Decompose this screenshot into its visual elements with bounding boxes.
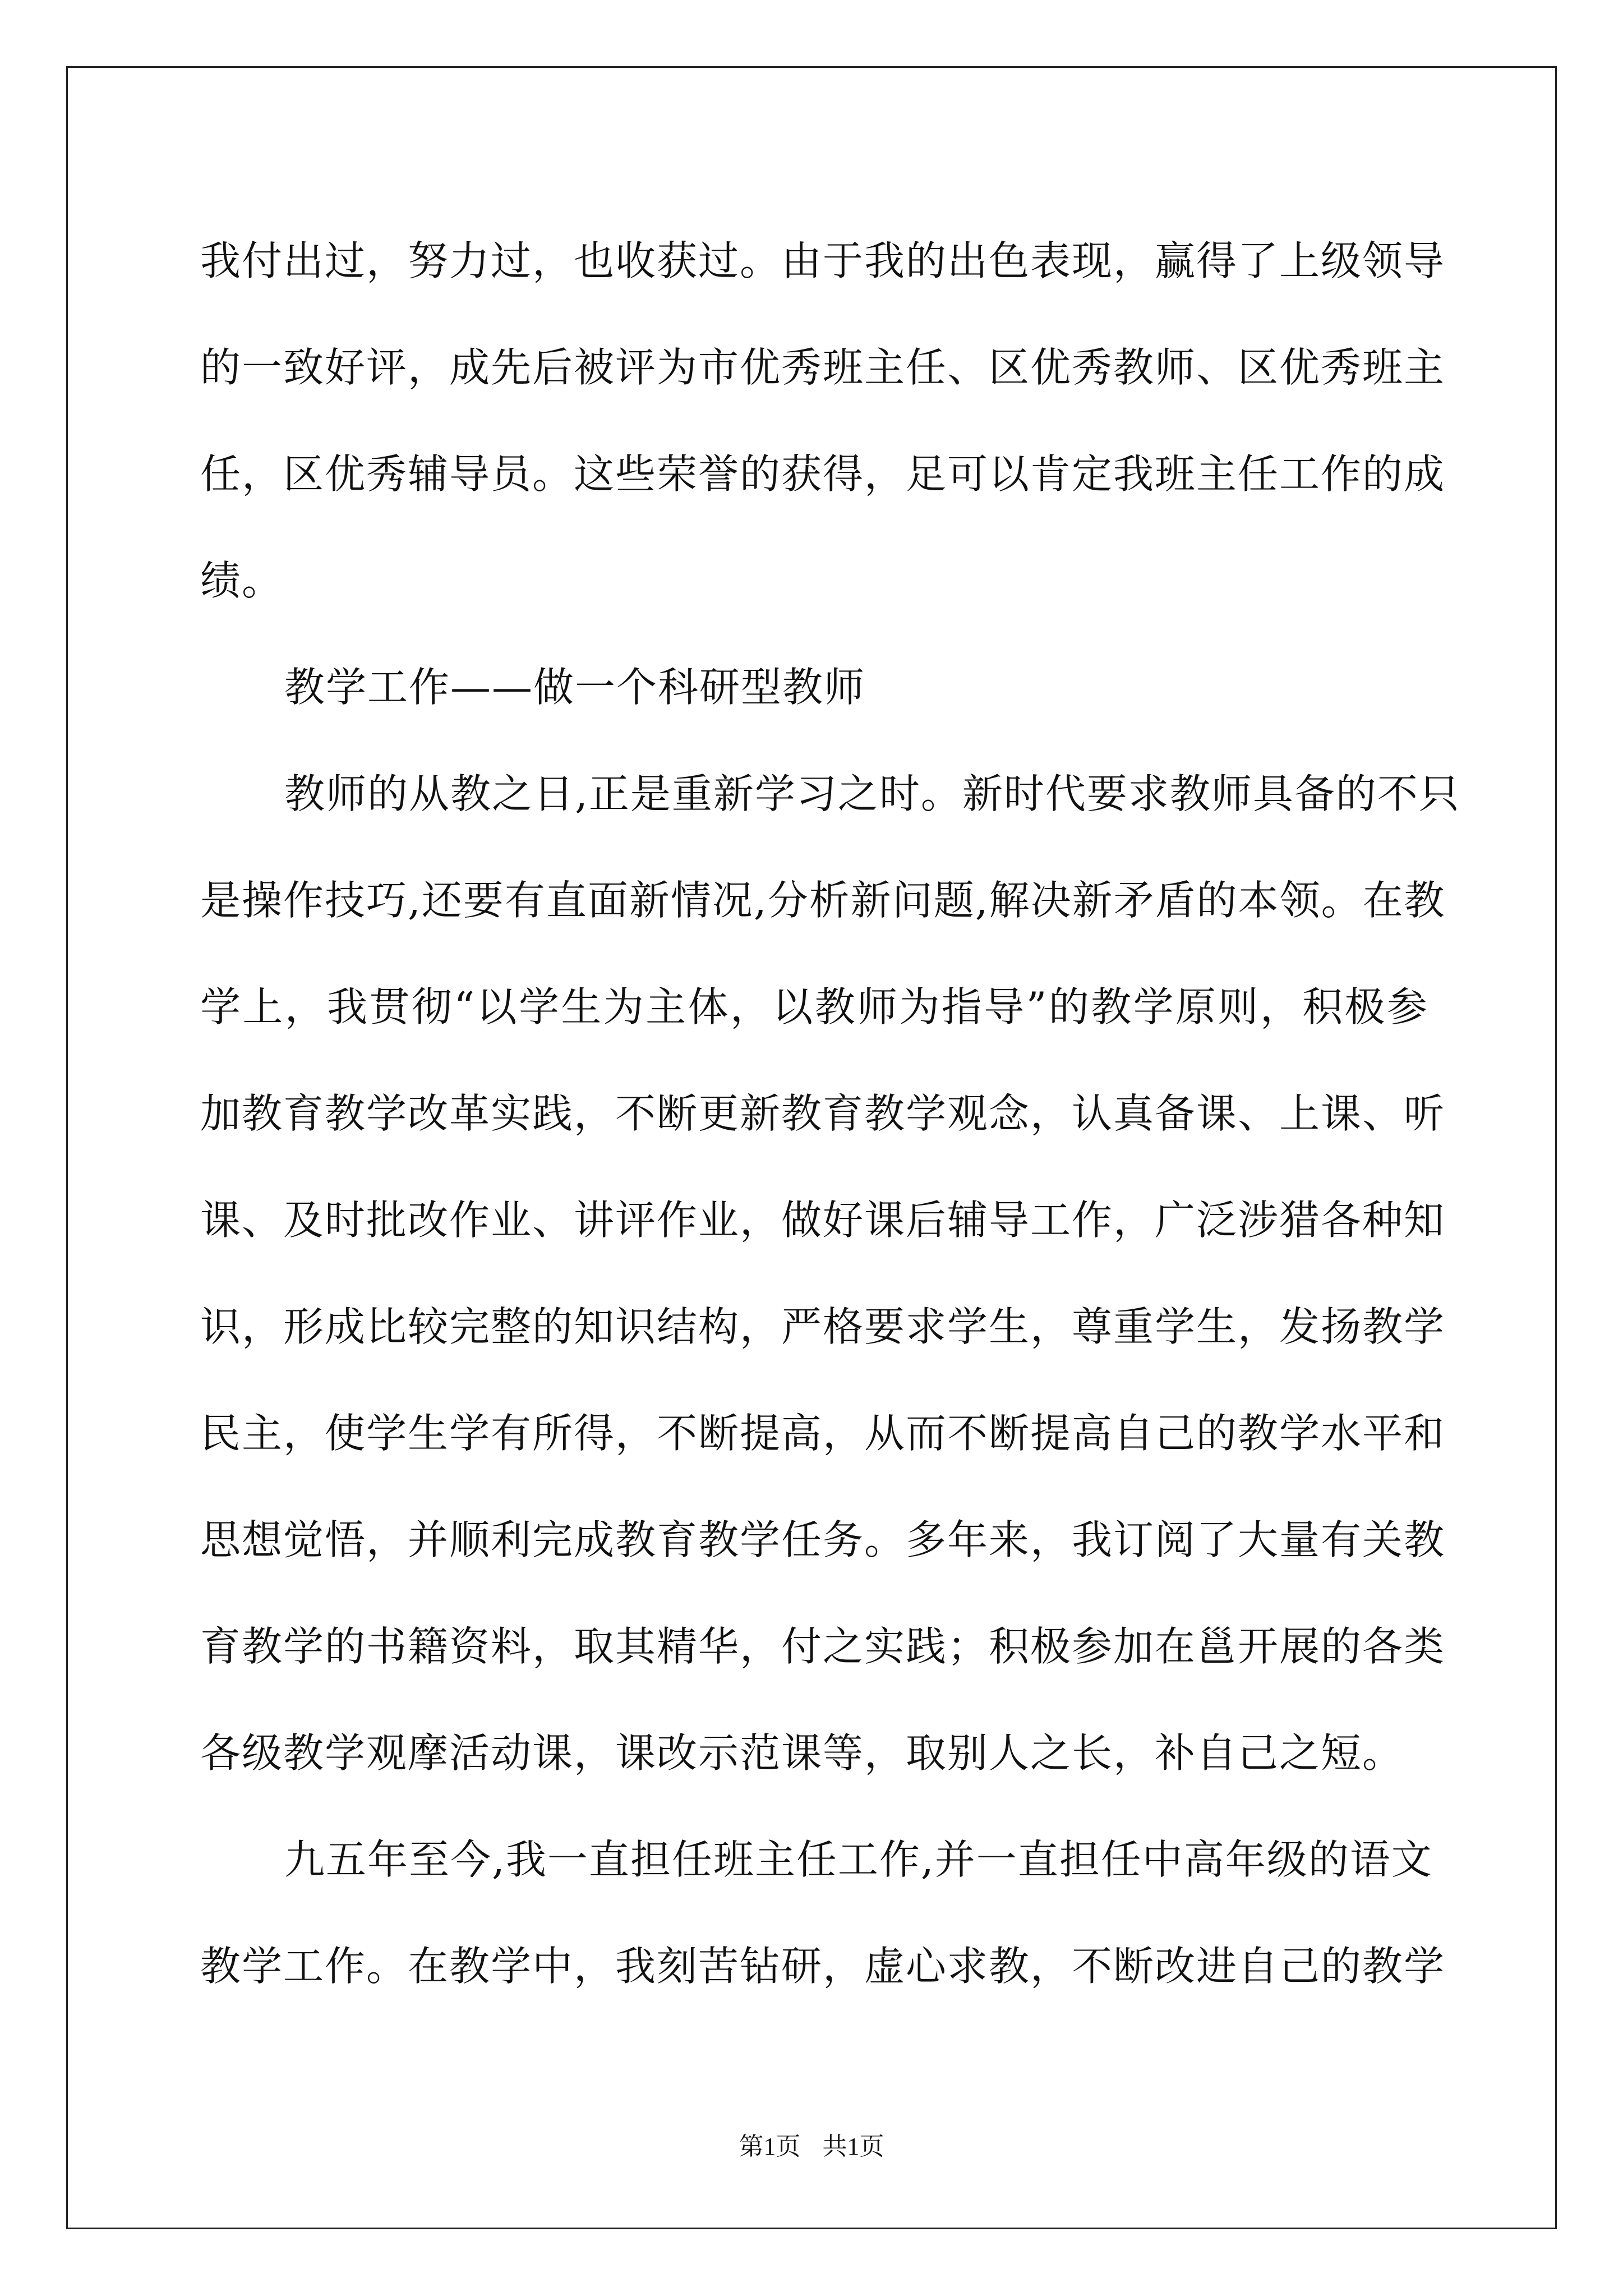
text-line: 是操作技巧,还要有直面新情况,分析新问题,解决新矛盾的本领。在教	[200, 877, 1446, 924]
text-line: 育教学的书籍资料，取其精华，付之实践；积极参加在邕开展的各类	[200, 1623, 1446, 1670]
text-line: 课、及时批改作业、讲评作业，做好课后辅导工作，广泛涉猎各种知	[200, 1197, 1446, 1244]
text-line: 我付出过，努力过，也收获过。由于我的出色表现，赢得了上级领导	[200, 237, 1446, 284]
text-line: 教学工作。在教学中，我刻苦钻研，虚心求教，不断改进自己的教学	[200, 1943, 1446, 1990]
page-number-current: 第1页	[739, 2133, 801, 2160]
text-line: 学上，我贯彻“以学生为主体，以教师为指导”的教学原则，积极参	[200, 983, 1428, 1030]
text-line: 加教育教学改革实践，不断更新教育教学观念，认真备课、上课、听	[200, 1090, 1446, 1137]
text-line: 思想觉悟，并顺利完成教育教学任务。多年来，我订阅了大量有关教	[200, 1516, 1446, 1563]
text-line: 识，形成比较完整的知识结构，严格要求学生，尊重学生，发扬教学	[200, 1303, 1446, 1350]
text-line: 各级教学观摩活动课，课改示范课等，取别人之长，补自己之短。	[200, 1729, 1404, 1777]
page-number-total: 共1页	[822, 2133, 884, 2160]
section-heading: 教学工作——做一个科研型教师	[284, 664, 866, 711]
text-line: 教师的从教之日,正是重新学习之时。新时代要求教师具备的不只	[284, 770, 1460, 817]
text-line: 绩。	[200, 557, 284, 604]
text-line: 任，区优秀辅导员。这些荣誉的获得，足可以肯定我班主任工作的成	[200, 450, 1446, 498]
text-line: 九五年至今,我一直担任班主任工作,并一直担任中高年级的语文	[284, 1836, 1433, 1883]
text-line: 的一致好评，成先后被评为市优秀班主任、区优秀教师、区优秀班主	[200, 344, 1446, 391]
page-footer	[0, 2126, 1623, 2162]
text-line: 民主，使学生学有所得，不断提高，从而不断提高自己的教学水平和	[200, 1410, 1446, 1457]
document-body	[200, 208, 1460, 2019]
